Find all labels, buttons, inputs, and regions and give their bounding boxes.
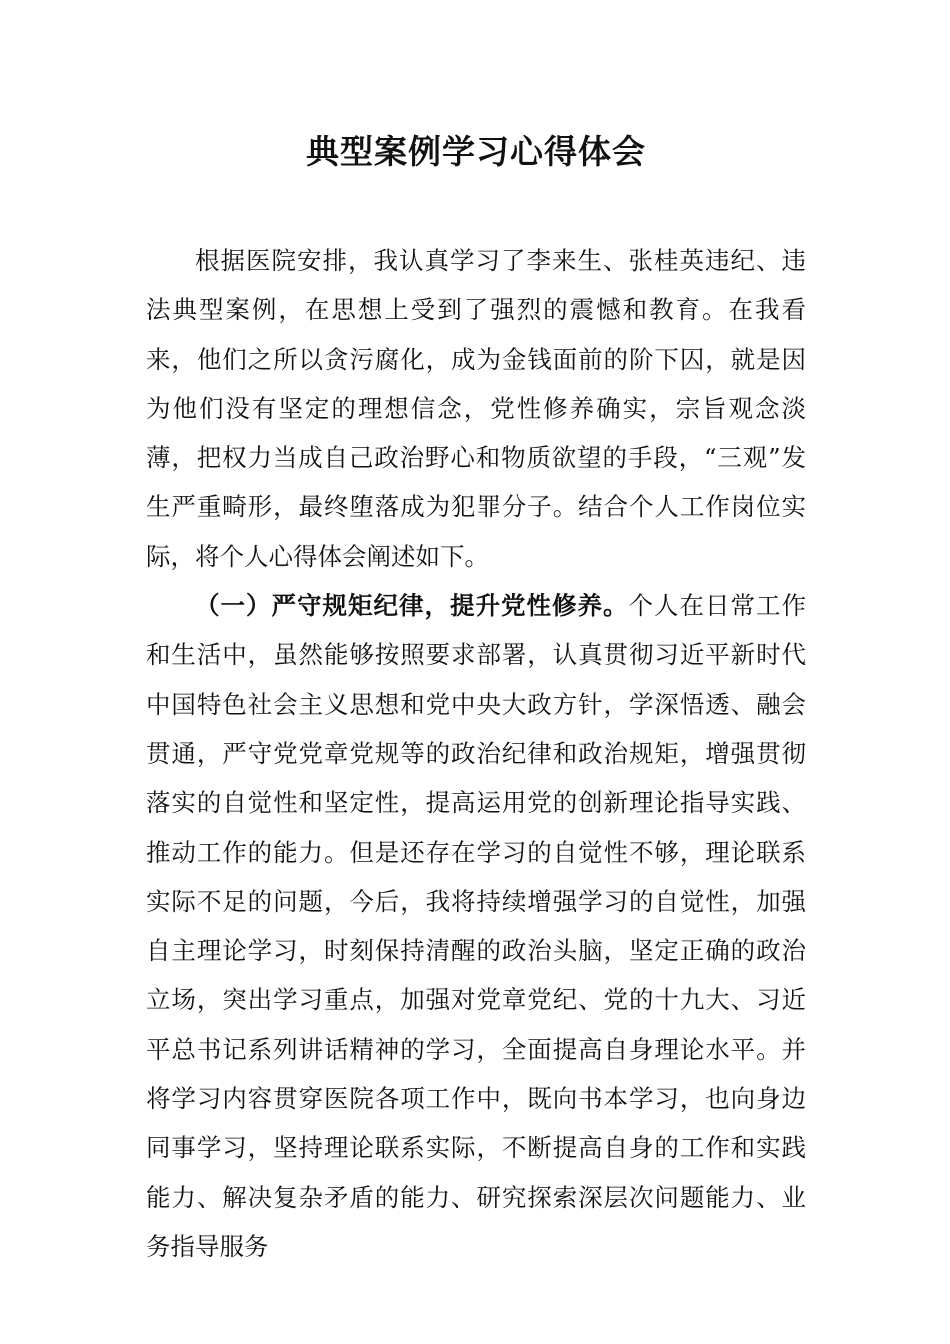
document-title: 典型案例学习心得体会 [306,132,646,171]
section-1-text: 个人在日常工作和生活中，虽然能够按照要求部署，认真贯彻习近平新时代中国特色社会主义思想和党中央大政方针，学深悟透、融会贯通，严守党党章党规等的政治纪律和政治规矩，增强贯彻落实的自觉性和坚定性，提高运用党的创新理论指导实践、推动工作的能力。但是还存在学习的自觉性不够，理论联系实际不足的问题，今后，我将持续增强学习的自觉性，加强自主理论学习，时刻保持清醒的政治头脑，坚定正确的政治立场，突出学习重点，加强对党章党纪、党的十九大、习近平总书记系列讲话精神的学习，全面提高自身理论水平。并将学习内容贯穿医院各项工作中，既向书本学习，也向身边同事学习，坚持理论联系实际，不断提高自身的工作和实践能力、解决复杂矛盾的能力、研究探索深层次问题能力、业务指导服务 [146,591,806,1261]
document-body [146,236,806,1271]
section-1-paragraph [146,581,806,1271]
section-1-heading: （一）严守规矩纪律，提升党性修养。 [195,591,629,621]
intro-paragraph: 根据医院安排，我认真学习了李来生、张桂英违纪、违法典型案例，在思想上受到了强烈的震憾和教育。在我看来，他们之所以贪污腐化，成为金钱面前的阶下囚，就是因为他们没有坚定的理想信念，党性修养确实，宗旨观念淡薄，把权力当成自己政治野心和物质欲望的手段，“三观”发生严重畸形，最终堕落成为犯罪分子。结合个人工作岗位实际，将个人心得体会阐述如下。 [146,246,806,571]
